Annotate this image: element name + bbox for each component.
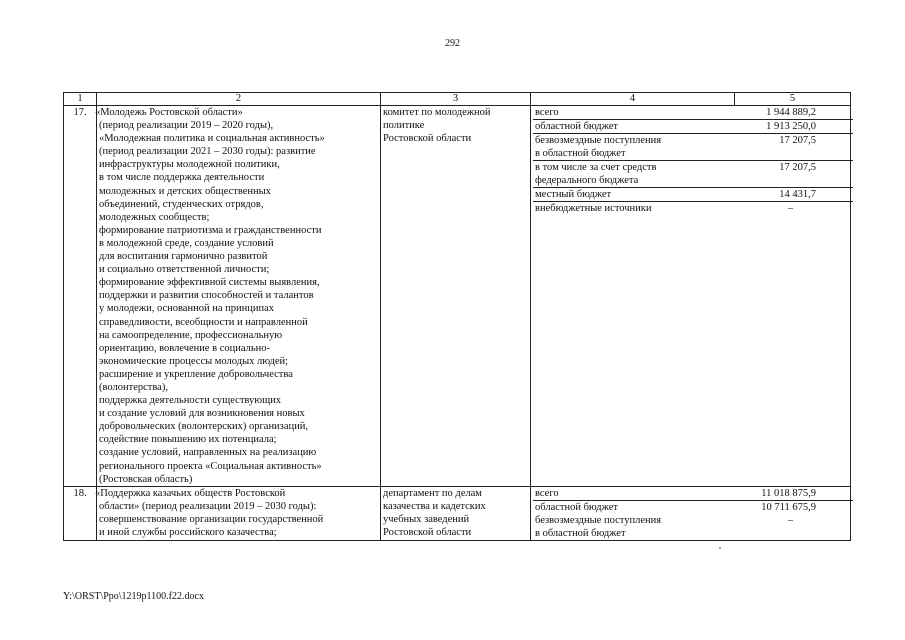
header-col-4: 4 xyxy=(531,93,735,106)
description-line: (период реализации 2019 – 2020 годы), xyxy=(99,120,274,132)
description-line: и создание условий для возникновения новых xyxy=(99,408,305,420)
funding-label: местный бюджет xyxy=(533,188,737,202)
description-line: молодежных сообществ; xyxy=(99,211,210,223)
funding-value: 1 913 250,0 xyxy=(737,120,853,134)
responsible-line: Ростовской области xyxy=(383,527,472,538)
funding-table xyxy=(533,106,853,215)
description-line: поддержки и развития способностей и талантов xyxy=(99,290,314,302)
funding-label: областной бюджет xyxy=(533,120,737,134)
description-line: инфраструктуры молодежной политики, xyxy=(99,159,280,171)
funding-value: 14 431,7 xyxy=(737,188,853,202)
description-line: добровольческих (волонтерских) организаций, xyxy=(99,421,308,433)
table-row xyxy=(64,486,851,540)
funding-row xyxy=(533,500,853,514)
description-line: регионального проекта «Социальная активность» xyxy=(99,460,322,472)
program-table xyxy=(63,92,851,541)
funding-value: – xyxy=(787,514,793,526)
description-line: экономические процессы молодых людей; xyxy=(99,355,289,367)
funding-row xyxy=(533,120,853,134)
funding-value: 11 018 875,9 xyxy=(737,487,853,501)
row-number: 18. xyxy=(64,486,97,540)
description-line: и социально ответственной личности; xyxy=(99,264,270,276)
description-line: и иной службы российского казачества; xyxy=(99,527,277,538)
program-description xyxy=(97,486,381,540)
description-line: поддержка деятельности существующих xyxy=(99,395,282,407)
header-col-1: 1 xyxy=(64,93,97,106)
table-header-row xyxy=(64,93,851,106)
header-col-3: 3 xyxy=(381,93,531,106)
responsible-line: учебных заведений xyxy=(383,513,470,525)
description-line: области» (период реализации 2019 – 2030 годы): xyxy=(99,500,317,512)
scan-speck xyxy=(719,547,721,549)
description-line: (Ростовская область) xyxy=(99,473,193,485)
funding-label: областной бюджет xyxy=(535,501,618,513)
funding-cell xyxy=(531,486,851,540)
row-number: 17. xyxy=(64,106,97,487)
description-line: «Молодежная политика и социальная активность» xyxy=(99,133,325,145)
description-line: на самоопределение, профессиональную xyxy=(99,329,283,341)
description-line: «Молодежь Ростовской области» xyxy=(95,107,243,118)
funding-value: 17 207,5 xyxy=(737,161,853,188)
responsible-line: департамент по делам xyxy=(383,487,482,499)
responsible-body xyxy=(381,486,531,540)
funding-value: – xyxy=(787,203,793,214)
description-line: в том числе поддержка деятельности xyxy=(99,172,265,184)
description-line: ориентацию, вовлечение в социально- xyxy=(99,342,271,354)
funding-table xyxy=(533,487,853,540)
responsible-line: казачества и кадетских xyxy=(383,500,486,512)
funding-label: безвозмездные поступления в областной бюджет xyxy=(535,514,662,539)
footer-file-path: Y:\ORST\Ppo\1219p1100.f22.docx xyxy=(63,591,204,602)
funding-label: всего xyxy=(533,106,737,120)
funding-row xyxy=(533,134,853,161)
responsible-line: Ростовской области xyxy=(383,133,472,145)
funding-label: всего xyxy=(533,487,737,501)
description-line: объединений, студенческих отрядов, xyxy=(99,198,264,210)
responsible-body xyxy=(381,106,531,487)
description-line: содействие повышению их потенциала; xyxy=(99,434,277,446)
header-col-2: 2 xyxy=(97,93,381,106)
funding-cell xyxy=(531,106,851,487)
description-line: расширение и укрепление добровольчества xyxy=(99,368,293,380)
funding-value: 1 944 889,2 xyxy=(737,106,853,120)
funding-row xyxy=(533,487,853,501)
funding-row xyxy=(533,514,853,540)
funding-label: безвозмездные поступления в областной бюджет xyxy=(533,134,737,161)
table-row xyxy=(64,106,851,487)
funding-row xyxy=(533,106,853,120)
description-line: для воспитания гармонично развитой xyxy=(99,251,268,263)
description-line: у молодежи, основанной на принципах xyxy=(99,303,274,315)
description-line: (период реализации 2021 – 2030 годы): развитие xyxy=(99,146,316,158)
funding-label: внебюджетные источники xyxy=(535,203,652,214)
description-line: в молодежной среде, создание условий xyxy=(99,237,274,249)
funding-row xyxy=(533,161,853,188)
description-line: (волонтерства), xyxy=(99,381,168,393)
description-line: молодежных и детских общественных xyxy=(99,185,271,197)
description-line: «Поддержка казачьих обществ Ростовской xyxy=(95,487,286,499)
header-col-5: 5 xyxy=(735,93,851,106)
description-line: создание условий, направленных на реализацию xyxy=(99,447,317,459)
description-line: совершенствование организации государственной xyxy=(99,513,324,525)
funding-label: в том числе за счет средств федерального бюджета xyxy=(533,161,737,188)
funding-row xyxy=(533,202,853,216)
page-number: 292 xyxy=(445,38,460,49)
description-line: формирование патриотизма и гражданственности xyxy=(99,224,322,236)
funding-row xyxy=(533,188,853,202)
responsible-line: политике xyxy=(383,120,425,132)
funding-value: 17 207,5 xyxy=(737,134,853,161)
responsible-line: комитет по молодежной xyxy=(383,107,491,118)
funding-value: 10 711 675,9 xyxy=(761,501,816,513)
program-description xyxy=(97,106,381,487)
description-line: справедливости, всеобщности и направленной xyxy=(99,316,308,328)
description-line: формирование эффективной системы выявления, xyxy=(99,277,320,289)
